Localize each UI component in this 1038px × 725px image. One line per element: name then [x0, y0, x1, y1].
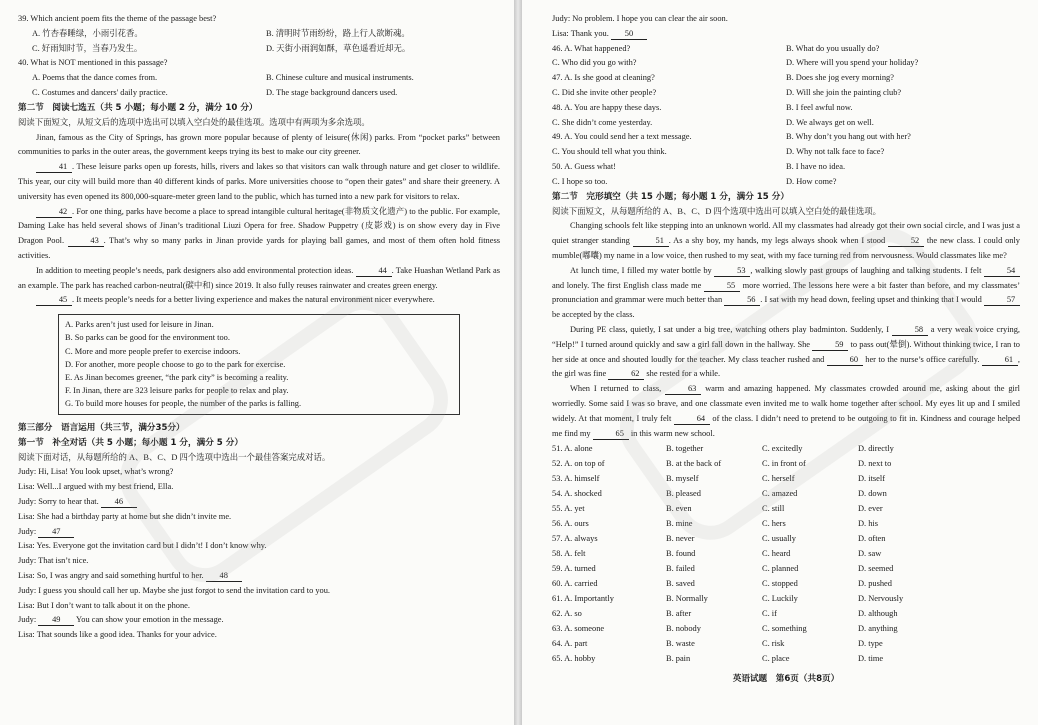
dialog-line: [18, 495, 500, 510]
cloze-blank: 64: [674, 414, 710, 425]
answer-choice: C. Luckily: [762, 594, 798, 604]
answer-choice: B. pleased: [666, 489, 701, 499]
dialog-text: Judy:: [18, 615, 37, 625]
option-row: [552, 86, 1020, 101]
cloze-instructions: 阅读下面短文，从每题所给的 A、B、C、D 四个选项中选出可以填入空白处的最佳选项。: [552, 206, 881, 216]
dialog-text: Lisa: She had a birthday party at home but she didn’t invite me.: [18, 511, 232, 521]
answer-choice: C. hers: [762, 519, 786, 529]
page-gutter: [514, 0, 522, 725]
cloze-blank: 58: [892, 325, 928, 336]
option-choice: C. Did she invite other people?: [552, 87, 657, 97]
dialog-text: Lisa: Yes. Everyone got the invitation card but I didn’t! I don’t know why.: [18, 541, 267, 551]
cloze-paragraph: [552, 382, 1020, 441]
cloze-text: and lonely. The first English class made me: [552, 280, 704, 290]
cloze-text: be accepted by the class.: [552, 310, 635, 320]
cloze-blank: 57: [984, 295, 1020, 306]
dialog: [18, 465, 500, 643]
dialog-line: [552, 27, 1020, 42]
cloze-blank: 55: [704, 281, 740, 292]
part-3-title: 第三部分 语言运用（共三节，满分35分）: [18, 422, 185, 433]
answer-choice: B. after: [666, 609, 692, 619]
dialog-line: [18, 525, 500, 540]
answer-choice: B. mine: [666, 519, 693, 529]
answer-choice: D. type: [858, 639, 883, 649]
blank-41: 41: [36, 162, 72, 173]
cloze-blank: 59: [812, 340, 848, 351]
cloze-text: a very weak voice crying, “Help!” I turned around quickly and saw a girl fall down in the hallway. She: [552, 324, 1020, 349]
answer-choice: D. down: [858, 489, 887, 499]
cloze-text: , the girl was fine: [552, 354, 1020, 379]
q40-options: [18, 71, 500, 86]
cloze-blank: 53: [714, 266, 750, 277]
answer-choice: 59. A. turned: [552, 564, 596, 574]
option-e: E. As Jinan becomes greener, “the park city” is becoming a reality.: [65, 372, 289, 382]
answer-choice: C. heard: [762, 549, 791, 559]
answer-blank: 46: [101, 497, 137, 508]
section-1-instructions: 阅读下面对话，从每题所给的 A、B、C、D 四个选项中选出一个最佳答案完成对话。: [18, 452, 331, 462]
q40-option-d: D. The stage background dancers used.: [266, 87, 398, 97]
cloze-text: the new class. I could only mumble(嘟囔) my name in a low voice, then rushed to my seat, with my face turning red from nervousness. Would classmates like me?: [552, 236, 1020, 260]
q39-options: [18, 27, 500, 42]
option-g: G. To build more houses for people, the number of the parks is falling.: [65, 399, 302, 409]
dialog-text: Lisa: Well...I argued with my best friend, Ella.: [18, 482, 174, 492]
q39-option-a: A. 竹杏春睡绿，小雨引花香。: [32, 28, 143, 38]
dialog-text: Lisa: Thank you.: [552, 28, 609, 38]
answer-choice: B. waste: [666, 639, 695, 649]
section-1-title: 第一节 补全对话（共 5 小题；每小题 1 分，满分 5 分）: [18, 437, 243, 448]
dialog-text: You can show your emotion in the message.: [76, 615, 224, 625]
answer-choice: B. together: [666, 444, 704, 454]
answer-choice: B. found: [666, 549, 696, 559]
dialog-line: [18, 569, 500, 584]
cloze-text: During PE class, quietly, I sat under a big tree, watching others play badminton. Suddenly, I: [570, 324, 892, 334]
option-choice: D. Where will you spend your holiday?: [786, 58, 919, 68]
answer-choice: 56. A. ours: [552, 519, 589, 529]
passage-paragraph-1: Jinan, famous as the City of Springs, has grown more popular because of plenty of leisure(休闲) parks. From “pocket parks” between communities to parks in the outer areas, the government keeps trying its best to make our city greener.: [18, 132, 500, 157]
q40-option-b: B. Chinese culture and musical instruments.: [266, 73, 414, 83]
answer-choice: D. directly: [858, 444, 894, 454]
answer-choice: D. often: [858, 534, 886, 544]
blank-42: 42: [36, 207, 72, 218]
option-choice: C. Who did you go with?: [552, 58, 637, 68]
answer-choice: D. ever: [858, 504, 883, 514]
answer-choice: B. even: [666, 504, 692, 514]
answer-choice: 58. A. felt: [552, 549, 586, 559]
answer-choice: B. saved: [666, 579, 695, 589]
cloze-text: to pass out(晕倒). Without thinking twice, I ran to her side at once and shouted loudly for the teacher. My class teacher rushed and: [552, 339, 1020, 364]
answer-choice: C. something: [762, 624, 807, 634]
option-a: A. Parks aren’t just used for leisure in Jinan.: [65, 320, 214, 330]
cloze-blank: 60: [827, 355, 863, 366]
dialog-line: [18, 539, 500, 554]
answer-choice: D. time: [858, 654, 884, 664]
cloze-text: warm and amazing happened. My classmates crowded around me, asking about the girl worriedly. Some said I was so brave, and one classmate even invited me to walk home together after school. My eyes lit up and I smiled widely. At that moment, I truly felt: [552, 384, 1020, 423]
option-row: [552, 130, 1020, 145]
dialog-text: Judy:: [18, 526, 37, 536]
cloze-blank: 63: [665, 384, 701, 395]
option-row: [552, 116, 1020, 131]
answer-choice: 63. A. someone: [552, 624, 605, 634]
option-row: [552, 42, 1020, 57]
answer-choice: 60. A. carried: [552, 579, 598, 589]
answer-choice: C. amazed: [762, 489, 798, 499]
option-choice: B. I have no idea.: [786, 161, 846, 171]
q40-option-c: C. Costumes and dancers' daily practice.: [32, 87, 168, 97]
answer-choice: C. stopped: [762, 579, 798, 589]
cloze-text: she rested for a while.: [644, 369, 721, 379]
answer-choice: D. saw: [858, 549, 882, 559]
answer-choice: C. herself: [762, 474, 795, 484]
dialog-text: Judy: Hi, Lisa! You look upset, what’s wrong?: [18, 467, 174, 477]
dialog-line: [18, 584, 500, 599]
paragraph-3-text-a: . For one thing, parks have become a place to spread intangible cultural heritage(非物质文化遗产) to the public. For example, Daming Lake has held several shows of Jinan’s traditional Liuzi Opera for free. Shadow Puppetry (皮影戏) is on show every day in Five Dragon Pool.: [18, 206, 500, 246]
answer-choice: C. in front of: [762, 459, 806, 469]
answer-choice: C. if: [762, 609, 777, 619]
option-choice: D. Why not talk face to face?: [786, 147, 885, 157]
dialog-text: Judy: That isn’t nice.: [18, 556, 89, 566]
answer-choice: 54. A. shocked: [552, 489, 602, 499]
option-choice: B. Does she jog every morning?: [786, 73, 894, 83]
answer-choice: 65. A. hobby: [552, 654, 596, 664]
dialog-line: [18, 510, 500, 525]
cloze-blank: 62: [608, 369, 644, 380]
answer-blank: 48: [206, 571, 242, 582]
answer-choice: 64. A. part: [552, 639, 588, 649]
dialog-end: [552, 12, 1020, 42]
q40-options-2: [18, 86, 500, 101]
answer-choice: B. never: [666, 534, 695, 544]
answer-choice: D. although: [858, 609, 898, 619]
answer-choice: B. myself: [666, 474, 699, 484]
dialog-line: [18, 554, 500, 569]
passage-paragraph-4: [18, 264, 500, 294]
dialog-text: Judy: Sorry to hear that.: [18, 496, 99, 506]
q40-stem: 40. What is NOT mentioned in this passage?: [18, 58, 168, 68]
option-f: F. In Jinan, there are 323 leisure parks for people to relax and play.: [65, 386, 289, 396]
answer-choice: B. failed: [666, 564, 695, 574]
passage-paragraph-2: [18, 160, 500, 204]
cloze-text: more worried. The lessons here were a bit faster than before, and my classmates’ pronunciation and grammar were much better than: [552, 280, 1020, 305]
cloze-blank: 61: [982, 355, 1018, 366]
answer-choice: 57. A. always: [552, 534, 598, 544]
option-row: [552, 101, 1020, 116]
dialog-line: [18, 613, 500, 628]
option-choice: 50. A. Guess what!: [552, 161, 616, 171]
left-page: [0, 0, 514, 725]
cloze-text: . As a shy boy, my hands, my legs always shook when I stood: [668, 236, 888, 246]
cloze-text: her to the nurse’s office carefully.: [862, 354, 982, 364]
option-d: D. For another, more people choose to go to the park for exercise.: [65, 359, 286, 369]
cloze-blank: 51: [633, 236, 669, 247]
page-footer: 英语试题 第6页（共8页）: [732, 674, 840, 685]
paragraph-4-text-a: In addition to meeting people’s needs, park designers also add environmental protection ideas.: [36, 265, 354, 275]
answer-choice: D. Nervously: [858, 594, 904, 604]
cloze-text: of the class. I didn’t need to pretend to be outgoing to fit in. Kindness and courage helped me find my: [552, 413, 1021, 438]
option-choice: 46. A. What happened?: [552, 43, 631, 53]
dialog-options: [552, 42, 1020, 190]
answer-choice: B. nobody: [666, 624, 701, 634]
cloze-text: When I returned to class,: [570, 384, 666, 394]
answer-choice: C. usually: [762, 534, 796, 544]
cloze-paragraph: [552, 264, 1020, 323]
q39-options-2: [18, 42, 500, 57]
dialog-text: Lisa: That sounds like a good idea. Thanks for your advice.: [18, 630, 217, 640]
option-row: [552, 71, 1020, 86]
option-row: [552, 56, 1020, 71]
cloze-section-title: 第二节 完形填空（共 15 小题；每小题 1 分，满分 15 分）: [552, 191, 789, 202]
answer-choice: C. risk: [762, 639, 785, 649]
option-choice: 47. A. Is she good at cleaning?: [552, 73, 655, 83]
q39-option-c: C. 好雨知时节，当春乃发生。: [32, 43, 143, 53]
answer-choice: 55. A. yet: [552, 504, 585, 514]
cloze-paragraph: [552, 219, 1020, 263]
answer-choice: 51. A. alone: [552, 444, 593, 454]
paragraph-3-text-b: . That’s why so many parks in Jinan provide yards for playing ball games, and most of them often hold fitness activities.: [18, 236, 500, 260]
dialog-text: Lisa: But I don’t want to talk about it on the phone.: [18, 600, 190, 610]
answer-choice: D. seemed: [858, 564, 894, 574]
option-choice: B. I feel awful now.: [786, 102, 853, 112]
q39-stem: 39. Which ancient poem fits the theme of the passage best?: [18, 14, 217, 23]
answer-choice: B. at the back of: [666, 459, 722, 469]
answer-blank: 50: [611, 29, 647, 40]
cloze-text: . I sat with my head down, feeling upset and thinking that I would: [760, 295, 984, 305]
passage-paragraph-5: [18, 293, 500, 308]
option-choice: C. You should tell what you think.: [552, 147, 667, 157]
blank-44: 44: [356, 266, 392, 277]
option-choice: 48. A. You are happy these days.: [552, 102, 662, 112]
cloze-blank: 56: [724, 295, 760, 306]
dialog-text: Lisa: So, I was angry and said something hurtful to her.: [18, 570, 204, 580]
paragraph-5-text: . It meets people’s needs for a better living experience and makes the natural environment nicer everywhere.: [72, 295, 435, 305]
q39-option-b: B. 清明时节雨纷纷，路上行人欲断魂。: [266, 28, 410, 38]
option-b: B. So parks can be good for the environment too.: [65, 333, 230, 343]
cloze-blank: 52: [888, 236, 924, 247]
option-choice: D. We always get on well.: [786, 117, 874, 127]
cloze-text: Changing schools felt like stepping into an unknown world. All my classmates had already got their own social circle, and I was just a quiet stranger standing: [552, 221, 1020, 246]
dialog-line: [18, 628, 500, 643]
paragraph-2-text: . These leisure parks open up forests, hills, rivers and lakes so that visitors can walk through nature and get closer to wildlife. This year, our city will build more than 40 different kinds of parks. More universities choose to “open their gates” and share their greenery. A university has even opened its 800,000-square-meter green land to the public, which has turned into a new park for visitors to relax.: [18, 162, 500, 201]
answer-choice: 53. A. himself: [552, 474, 600, 484]
q40-option-a: A. Poems that the dance comes from.: [32, 73, 158, 83]
section-2-title: 第二节 阅读七选五（共 5 小题；每小题 2 分，满分 10 分）: [18, 102, 258, 113]
answer-choice: D. pushed: [858, 579, 892, 589]
option-choice: C. I hope so too.: [552, 176, 608, 186]
cloze-paragraph: [552, 323, 1020, 382]
option-row: [552, 160, 1020, 175]
dialog-line: [552, 12, 1020, 27]
passage-paragraph-3: [18, 205, 500, 264]
answer-blank: 47: [38, 527, 74, 538]
answer-blank: 49: [38, 615, 74, 626]
dialog-text: Judy: I guess you should call her up. Maybe she just forgot to send the invitation card to you.: [18, 585, 331, 595]
cloze-blank: 54: [984, 266, 1020, 277]
answer-choice: C. excitedly: [762, 444, 803, 454]
q39-option-d: D. 天街小雨润如酥，草色遥看近却无。: [266, 43, 411, 53]
options-box: [58, 314, 460, 414]
option-choice: D. Will she join the painting club?: [786, 87, 902, 97]
right-page: [522, 0, 1038, 725]
cloze-text: At lunch time, I filled my water bottle by: [570, 265, 715, 275]
answer-choice: 52. A. on top of: [552, 459, 605, 469]
dialog-line: [18, 480, 500, 495]
cloze-text: , walking slowly past groups of laughing and talking students. I felt: [750, 265, 984, 275]
paragraph-4-text-b: . Take Huashan Wetland Park as an example. The park has reached carbon-neutral(碳中和) since 2019. It also fully reuses rainwater and creates green energy.: [18, 265, 501, 290]
answer-choice: D. his: [858, 519, 879, 529]
section-2-instructions: 阅读下面短文，从短文后的选项中选出可以填入空白处的最佳选项。选项中有两项为多余选项。: [18, 117, 370, 127]
blank-45: 45: [36, 295, 72, 306]
answer-choice: D. anything: [858, 624, 898, 634]
option-choice: C. She didn’t come yesterday.: [552, 117, 653, 127]
answer-choice: 62. A. so: [552, 609, 582, 619]
option-row: [552, 145, 1020, 160]
option-c: C. More and more people prefer to exercise indoors.: [65, 346, 241, 356]
option-row: [552, 175, 1020, 190]
cloze-passage: [552, 219, 1020, 441]
blank-43: 43: [68, 236, 104, 247]
dialog-line: [18, 599, 500, 614]
answer-choice: B. Normally: [666, 594, 708, 604]
option-choice: B. What do you usually do?: [786, 43, 880, 53]
cloze-text: in this warm new school.: [628, 428, 715, 438]
answer-choice: C. place: [762, 654, 790, 664]
option-choice: 49. A. You could send her a text message.: [552, 132, 692, 142]
answer-choice: B. pain: [666, 654, 691, 664]
cloze-blank: 65: [593, 429, 629, 440]
option-choice: B. Why don’t you hang out with her?: [786, 132, 911, 142]
answer-choice: C. still: [762, 504, 785, 514]
answer-choice: D. itself: [858, 474, 885, 484]
answer-choice: D. next to: [858, 459, 892, 469]
dialog-line: [18, 465, 500, 480]
answer-choice: 61. A. Importantly: [552, 594, 614, 604]
dialog-text: Judy: No problem. I hope you can clear the air soon.: [552, 14, 728, 23]
answer-choice: C. planned: [762, 564, 799, 574]
cloze-answer-grid: [552, 441, 1020, 666]
option-choice: D. How come?: [786, 176, 837, 186]
